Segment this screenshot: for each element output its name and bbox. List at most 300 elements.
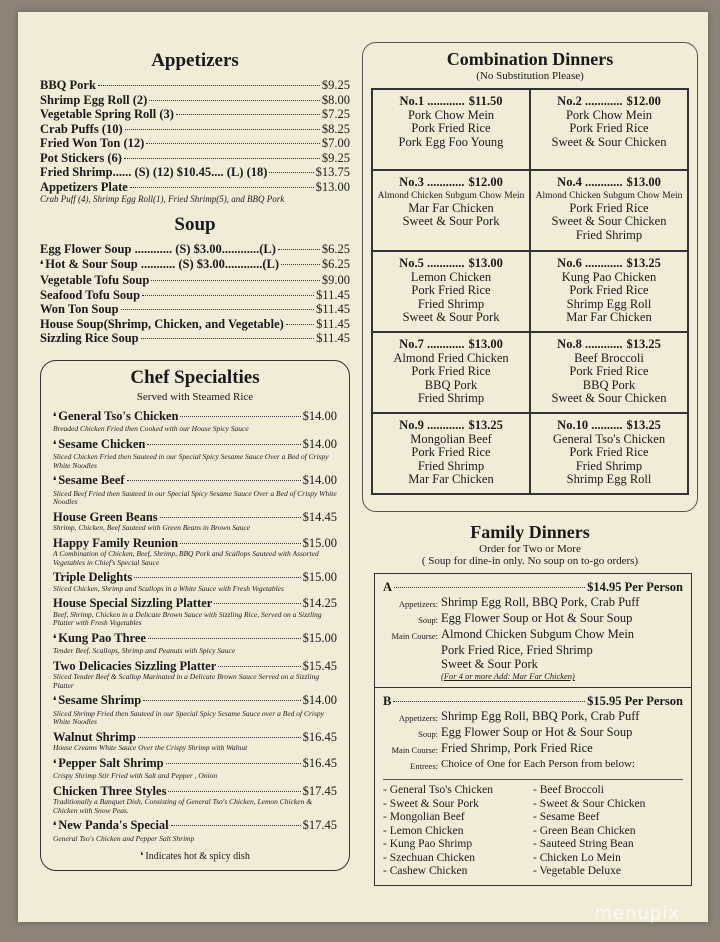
label: Main Course:: [391, 745, 438, 755]
combo-cell: [372, 332, 530, 413]
chef-item: [53, 437, 337, 471]
combo-price: $13.00: [468, 337, 503, 351]
chef-item-row: [53, 756, 337, 773]
combo-price: $13.25: [626, 256, 661, 270]
combo-line: Almond Fried Chicken: [393, 350, 509, 365]
family-subtitle: Order for Two or More: [479, 543, 581, 555]
chili-icon: ❛: [53, 821, 57, 832]
label: Appetizers:: [398, 599, 438, 609]
family-section: [362, 522, 698, 886]
combo-line: Pork Chow Mein: [407, 107, 495, 122]
chef-item: [53, 693, 337, 727]
chef-item-description: Tender Beef, Scallops, Shrimp and Peanuts with Spicy Sauce: [53, 646, 236, 655]
combo-price: $13.25: [626, 418, 661, 432]
soup-item: [40, 331, 350, 346]
item-name: Chicken Three Styles: [53, 783, 167, 798]
item-price: $17.45: [302, 818, 337, 832]
combo-header: [377, 419, 525, 433]
soup-item: [40, 242, 350, 257]
chef-item-row: [53, 784, 337, 799]
combo-header: [535, 176, 683, 190]
item-price: $11.45: [316, 316, 350, 331]
combo-price: $12.00: [468, 175, 503, 189]
chef-item-row: [53, 730, 337, 745]
leader-dots: [180, 543, 301, 544]
soup-item: [40, 257, 350, 274]
chili-icon: ❛: [53, 476, 57, 487]
entree-choice: - Lemon Chicken: [383, 824, 464, 837]
chef-item-row: [53, 818, 337, 835]
leader-dots: [160, 517, 301, 518]
appetizer-item: [40, 151, 350, 166]
family-a-main: [383, 627, 683, 643]
soup-item: [40, 288, 350, 303]
appetizer-item: [40, 93, 350, 108]
chef-item-description: General Tso's Chicken and Pepper Salt Shrimp: [53, 833, 195, 843]
family-dinner-a: [375, 574, 691, 687]
chef-item-row: [53, 659, 337, 674]
combo-number: No.1 ............: [399, 94, 465, 108]
chili-icon: ❛: [40, 259, 44, 271]
item-name: General Tso's Chicken: [58, 408, 179, 423]
item-name: Fried Shrimp...... (S) (12) $10.45.... (L) (18): [40, 165, 268, 179]
combo-line: BBQ Pork: [582, 377, 636, 392]
value: Pork Fried Rice, Fried Shrimp: [441, 643, 593, 657]
chef-item-row: [53, 409, 337, 426]
combo-line: Pork Chow Mein: [565, 107, 653, 122]
chef-item: [53, 510, 337, 533]
chili-icon: ❛: [53, 411, 57, 423]
chef-item-description: Sliced Chicken Fried then Sauteed in our Special Spicy Sesame Sauce Over a Bed of Crispy White Noodles: [53, 452, 329, 470]
item-price: $8.25: [321, 121, 350, 136]
chef-specialties-box: [40, 360, 350, 872]
appetizers-title: Appetizers: [151, 50, 239, 71]
chef-item: [53, 730, 337, 753]
chef-item: [53, 409, 337, 434]
item-price: $6.25: [321, 256, 350, 271]
combo-cell: [530, 251, 688, 332]
chef-item-description: Crispy Shrimp Stir Fried with Salt and Pepper , Onion: [53, 771, 218, 780]
family-a-main-3: [383, 657, 683, 671]
combo-title: Combination Dinners: [446, 49, 614, 69]
chef-item-description: Sliced Tender Beef & Scallop Marinated in a Delicate Brown Sauce Served on a Sizzling Platter: [53, 672, 320, 690]
appetizer-item: [40, 122, 350, 137]
combo-subtitle: (No Substitution Please): [476, 70, 584, 82]
item-price: $14.00: [302, 408, 337, 423]
chili-icon: ❛: [53, 696, 57, 707]
leader-dots: [124, 158, 320, 159]
value: Shrimp Egg Roll, BBQ Pork, Crab Puff: [441, 709, 640, 723]
family-b-price: $15.95 Per Person: [587, 694, 683, 708]
family-b-header: [383, 694, 683, 709]
entree-choice: - Szechuan Chicken: [383, 851, 475, 864]
chef-item-description: Beef, Shrimp, Chicken in a Delicate Brown Sauce with Sizzling Rice, Served on a Sizzling Platter with Fresh Vegetables: [53, 609, 322, 627]
item-name: Vegetable Spring Roll (3): [40, 107, 174, 121]
family-title: Family Dinners: [470, 522, 590, 542]
combo-number: No.7 ............: [399, 337, 465, 351]
chef-item-row: [53, 437, 337, 454]
item-name: New Panda's Special: [58, 818, 169, 832]
entree-choice: - Sauteed String Bean: [533, 838, 634, 850]
appetizers-plate-note: Crab Puff (4), Shrimp Egg Roll(1), Fried Shrimp(5), and BBQ Pork: [40, 194, 285, 204]
leader-dots: [281, 264, 320, 265]
item-name: Appetizers Plate: [40, 179, 128, 194]
label: Appetizers:: [398, 713, 438, 723]
leader-dots: [218, 666, 300, 667]
item-name: Won Ton Soup: [40, 302, 119, 316]
value: Shrimp Egg Roll, BBQ Pork, Crab Puff: [441, 595, 640, 609]
family-soup-note: ( Soup for dine-in only. No soup on to-go orders): [421, 555, 639, 567]
combo-number: No.5 ............: [399, 256, 465, 270]
family-b-main: [383, 741, 683, 757]
entree-choice: - General Tso's Chicken: [383, 784, 493, 796]
combo-cell: [530, 89, 688, 170]
item-price: $15.00: [302, 570, 337, 584]
item-price: $16.45: [302, 729, 337, 744]
combo-line: Almond Chicken Subgum Chow Mein: [535, 190, 683, 201]
value: Fried Shrimp, Pork Fried Rice: [441, 741, 593, 755]
item-price: $11.45: [316, 331, 350, 345]
entree-choice: - Sweet & Sour Pork: [383, 797, 479, 810]
item-name: Sizzling Rice Soup: [40, 331, 139, 345]
chef-item-row: [53, 473, 337, 490]
combo-number: No.3 ............: [399, 175, 465, 189]
combo-header: [535, 95, 683, 109]
entree-choice: - Mongolian Beef: [383, 811, 465, 823]
combo-line: Lemon Chicken: [410, 269, 492, 284]
leader-dots: [147, 444, 300, 445]
chili-icon: ❛: [53, 633, 57, 645]
combo-header: [377, 257, 525, 271]
item-price: $14.00: [302, 473, 337, 487]
item-name: Egg Flower Soup ............ (S) $3.00............(L): [40, 242, 276, 256]
combo-line: Shrimp Egg Roll: [566, 296, 652, 311]
combo-price: $13.25: [468, 418, 503, 432]
item-name: Crab Puffs (10): [40, 121, 123, 136]
chef-item-row: [53, 631, 337, 648]
item-price: $13.00: [315, 179, 350, 194]
leader-dots: [141, 338, 314, 339]
value: Sweet & Sour Pork: [441, 657, 538, 671]
combo-cell: [372, 413, 530, 494]
item-name: Vegetable Tofu Soup: [40, 273, 150, 287]
leader-dots: [98, 85, 320, 86]
item-name: House Green Beans: [53, 509, 158, 524]
combo-line: Mongolian Beef: [410, 431, 492, 446]
item-price: $9.25: [321, 78, 350, 92]
leader-dots: [394, 587, 585, 588]
leader-dots: [286, 324, 314, 325]
combo-header: [377, 95, 525, 109]
entree-choice: - Beef Broccoli: [533, 784, 604, 796]
item-price: $15.00: [302, 630, 337, 645]
leader-dots: [121, 309, 315, 310]
combo-grid: [371, 88, 689, 495]
chef-item: [53, 784, 337, 816]
chef-item-description: A Combination of Chicken, Beef, Shrimp, BBQ Pork and Scallops Sauteed with Assorted Vegetables in Chief's Special Sauce: [53, 549, 319, 567]
leader-dots: [171, 825, 301, 826]
chef-item: [53, 756, 337, 781]
item-price: $16.45: [302, 755, 337, 770]
item-name: Pepper Salt Shrimp: [58, 755, 164, 770]
leader-dots: [176, 114, 320, 115]
chef-subtitle: Served with Steamed Rice: [136, 390, 254, 403]
item-name: Sesame Beef: [58, 473, 125, 487]
combo-line: Fried Shrimp: [417, 391, 485, 405]
chef-item: [53, 536, 337, 568]
value: Choice of One for Each Person from below:: [441, 758, 635, 770]
family-b-appetizers: [383, 709, 683, 725]
family-a-note: (For 4 or more Add: Mar Far Chicken): [441, 671, 575, 681]
value: Egg Flower Soup or Hot & Sour Soup: [441, 725, 633, 739]
combo-line: Pork Fried Rice: [569, 445, 649, 459]
appetizer-item: [40, 136, 350, 151]
chef-item: [53, 818, 337, 843]
combo-line: Pork Fried Rice: [569, 283, 649, 297]
chef-item: [53, 570, 337, 593]
combo-line: Pork Fried Rice: [411, 283, 491, 297]
combo-line: Pork Fried Rice: [411, 121, 491, 135]
combo-cell: [372, 89, 530, 170]
combo-line: Pork Egg Foo Young: [398, 134, 504, 149]
soup-title: Soup: [174, 214, 216, 235]
combo-header: [535, 257, 683, 271]
chef-item-row: [53, 693, 337, 710]
combo-cell: [530, 413, 688, 494]
combo-cell: [372, 170, 530, 251]
chili-icon: ❛: [53, 758, 57, 770]
appetizer-item: [40, 78, 350, 93]
combo-price: $13.25: [626, 337, 661, 351]
item-price: $14.25: [302, 596, 337, 610]
family-a-header: [383, 580, 683, 595]
combo-price: $11.50: [468, 94, 503, 108]
chili-icon: ❛: [53, 439, 57, 451]
leader-dots: [393, 701, 585, 702]
item-price: $11.45: [316, 302, 350, 316]
item-name: Fried Won Ton (12): [40, 136, 145, 150]
combo-line: Almond Chicken Subgum Chow Mein: [377, 190, 525, 201]
leader-dots: [127, 480, 301, 481]
value: Almond Chicken Subgum Chow Mein: [441, 627, 635, 641]
item-name: Triple Delights: [53, 570, 133, 584]
combo-line: Sweet & Sour Chicken: [551, 391, 667, 405]
leader-dots: [146, 143, 320, 144]
combo-line: Sweet & Sour Chicken: [551, 134, 667, 149]
combo-line: Mar Far Chicken: [566, 310, 652, 324]
entree-choice: - Vegetable Deluxe: [533, 865, 621, 877]
item-price: $14.00: [302, 436, 337, 451]
soup-item: [40, 317, 350, 332]
entree-choices: [383, 779, 683, 879]
item-price: $14.00: [302, 693, 337, 707]
combo-line: BBQ Pork: [424, 377, 478, 392]
combo-number: No.8 ............: [557, 337, 623, 351]
entree-choice: - Chicken Lo Mein: [533, 851, 621, 864]
combo-line: Pork Fried Rice: [569, 364, 649, 378]
item-name: Walnut Shrimp: [53, 729, 137, 744]
leader-dots: [130, 187, 314, 188]
leader-dots: [142, 295, 314, 296]
combo-line: Fried Shrimp: [575, 227, 643, 242]
combo-price: $13.00: [626, 175, 661, 189]
entree-choice: - Green Bean Chicken: [533, 824, 636, 837]
leader-dots: [278, 249, 320, 250]
chef-item-row: [53, 510, 337, 525]
leader-dots: [125, 129, 320, 130]
combo-price: $12.00: [626, 94, 661, 108]
chef-list: [53, 409, 337, 844]
item-price: $15.00: [302, 535, 337, 550]
combination-box: [362, 42, 698, 512]
combo-price: $13.00: [468, 256, 503, 270]
appetizers-list: [40, 78, 350, 194]
combo-line: Beef Broccoli: [574, 350, 644, 365]
chef-item-row: [53, 570, 337, 585]
chef-item-description: House Creams White Sauce Over the Crispy Shrimp with Walnut: [53, 743, 248, 752]
leader-dots: [138, 737, 301, 738]
chef-item: [53, 659, 337, 691]
chef-title: Chef Specialties: [130, 366, 260, 388]
item-name: Sesame Chicken: [58, 436, 146, 451]
family-b-entrees: [383, 757, 683, 773]
entree-choice: - Sweet & Sour Chicken: [533, 797, 646, 810]
combo-line: Sweet & Sour Pork: [402, 214, 500, 228]
leader-dots: [151, 280, 320, 281]
leader-dots: [269, 172, 313, 173]
chef-item-row: [53, 596, 337, 611]
item-name: Pot Stickers (6): [40, 150, 122, 165]
chili-icon: ❛: [140, 851, 144, 862]
chef-item-description: Sliced Chicken, Shrimp and Scallops in a White Sauce with Fresh Vegetables: [53, 583, 284, 593]
item-name: House Soup(Shrimp, Chicken, and Vegetable): [40, 316, 284, 331]
combo-line: Mar Far Chicken: [408, 200, 494, 215]
chef-item: [53, 596, 337, 628]
family-a-soup: [383, 611, 683, 627]
item-price: $15.45: [302, 658, 337, 673]
label: Entrees:: [410, 761, 438, 771]
item-price: $7.25: [321, 107, 350, 121]
soup-item: [40, 273, 350, 288]
item-name: Hot & Sour Soup ........... (S) $3.00............(L): [45, 256, 280, 271]
leader-dots: [166, 763, 301, 764]
leader-dots: [168, 791, 300, 792]
spicy-legend: [53, 851, 337, 862]
leader-dots: [143, 700, 300, 701]
item-price: $9.00: [321, 273, 350, 287]
value: Egg Flower Soup or Hot & Sour Soup: [441, 611, 633, 625]
leader-dots: [214, 603, 300, 604]
left-column: [40, 50, 350, 871]
combo-line: Sweet & Sour Chicken: [551, 214, 667, 228]
combo-number: No.2 ............: [557, 94, 623, 108]
combo-header: [535, 419, 683, 433]
entree-choice: - Sesame Beef: [533, 811, 600, 823]
family-box: [374, 573, 692, 886]
chef-item-description: Breaded Chicken Fried then Cooked with our House Spicy Sauce: [53, 424, 249, 433]
chef-item-description: Sliced Beef Fried then Sauteed in our Special Spicy Sesame Sauce Over a Bed of Crispy White Noodles: [53, 488, 337, 506]
label: Soup:: [418, 615, 438, 625]
spicy-legend-text: Indicates hot & spicy dish: [145, 851, 250, 862]
item-name: Sesame Shrimp: [58, 693, 142, 707]
item-name: Seafood Tofu Soup: [40, 287, 141, 302]
leader-dots: [149, 100, 320, 101]
item-price: $14.45: [302, 509, 337, 524]
combo-line: Pork Fried Rice: [569, 121, 649, 135]
soup-item: [40, 302, 350, 317]
chef-item-description: Shrimp, Chicken, Beef Sauteed with Green Beans in Brown Sauce: [53, 523, 251, 532]
item-price: $11.45: [316, 287, 350, 302]
combo-line: Pork Fried Rice: [411, 364, 491, 378]
item-price: $17.45: [302, 783, 337, 798]
appetizer-item: [40, 165, 350, 180]
combo-number: No.6 ............: [557, 256, 623, 270]
watermark-logo: menupix: [594, 903, 680, 924]
label: Soup:: [418, 729, 438, 739]
item-name: Happy Family Reunion: [53, 535, 179, 550]
family-b-label: B: [383, 694, 392, 708]
combo-cell: [530, 332, 688, 413]
leader-dots: [148, 638, 301, 639]
combo-line: General Tso's Chicken: [552, 431, 666, 446]
chef-item: [53, 473, 337, 507]
chef-item-description: Traditionally a Banquet Dish, Consisting of General Tso's Chicken, Lemon Chicken & Chicken with Snow Peas.: [53, 797, 313, 815]
combo-cell: [530, 170, 688, 251]
item-price: $6.25: [321, 242, 350, 256]
combo-line: Pork Fried Rice: [569, 200, 649, 215]
combo-line: Fried Shrimp: [575, 458, 643, 473]
appetizer-item: [40, 107, 350, 122]
family-a-label: A: [383, 580, 393, 594]
combo-number: No.10 ..........: [557, 418, 623, 432]
chef-item-description: Sliced Shrimp Fried then Sauteed in our Special Spicy Sesame Sauce over a Bed of Crispy White Noodles: [53, 708, 324, 726]
leader-dots: [134, 577, 300, 578]
combo-number: No.9 ............: [399, 418, 465, 432]
label-spacer: [383, 657, 441, 671]
item-name: Kung Pao Three: [58, 630, 146, 645]
item-price: $13.75: [315, 165, 350, 179]
item-name: BBQ Pork: [40, 78, 96, 92]
combo-line: Kung Pao Chicken: [561, 269, 657, 284]
label: Main Course:: [391, 631, 438, 641]
combo-cell: [372, 251, 530, 332]
label-spacer: [383, 643, 441, 657]
family-b-soup: [383, 725, 683, 741]
soup-list: [40, 242, 350, 346]
entree-choices-right: [533, 784, 683, 879]
entree-choice: - Kung Pao Shrimp: [383, 838, 473, 850]
family-a-appetizers: [383, 595, 683, 611]
right-column: [362, 42, 698, 886]
item-name: Shrimp Egg Roll (2): [40, 92, 148, 107]
combo-header: [377, 176, 525, 190]
leader-dots: [180, 416, 300, 417]
combo-number: No.4 ............: [557, 175, 623, 189]
entree-choice: - Cashew Chicken: [383, 865, 468, 877]
item-name: House Special Sizzling Platter: [53, 596, 213, 610]
combo-header: [535, 338, 683, 352]
item-price: $7.00: [321, 136, 350, 150]
combo-line: Fried Shrimp: [417, 458, 485, 473]
combo-line: Mar Far Chicken: [408, 472, 494, 486]
entree-choices-left: [383, 784, 533, 879]
family-a-price: $14.95 Per Person: [587, 580, 683, 594]
appetizer-item: [40, 180, 350, 195]
family-a-main-2: [383, 643, 683, 657]
item-price: $9.25: [321, 150, 350, 165]
combo-line: Pork Fried Rice: [411, 445, 491, 459]
combo-line: Shrimp Egg Roll: [566, 472, 652, 486]
